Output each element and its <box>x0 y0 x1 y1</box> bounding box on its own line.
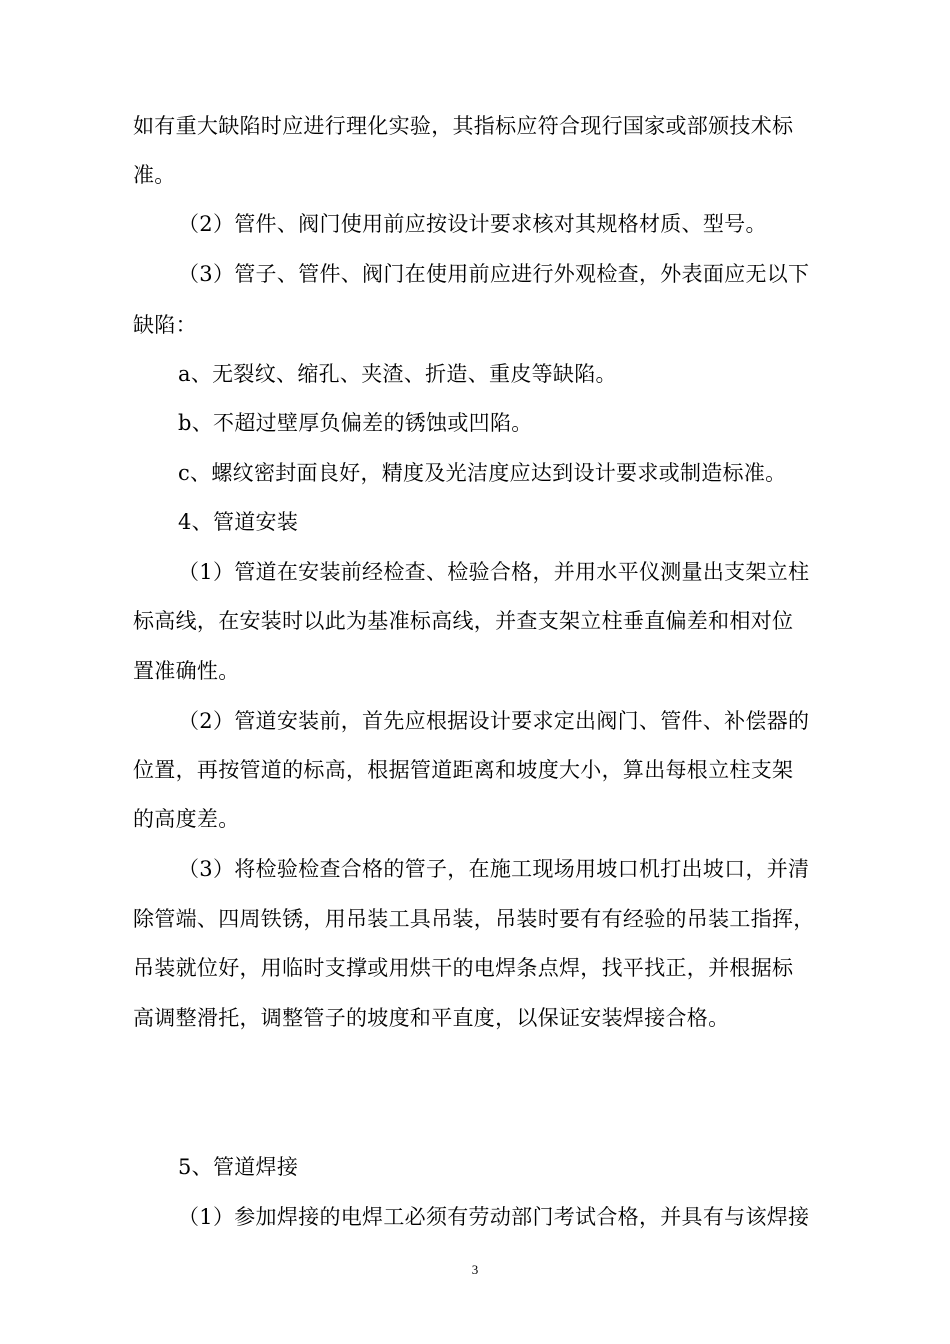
body-text-line: 置准确性。 <box>133 659 240 683</box>
list-item: c、螺纹密封面良好，精度及光洁度应达到设计要求或制造标准。 <box>178 461 787 485</box>
body-text-line: （1）参加焊接的电焊工必须有劳动部门考试合格，并具有与该焊接 <box>178 1205 810 1229</box>
list-item: a、无裂纹、缩孔、夹渣、折造、重皮等缺陷。 <box>178 362 617 386</box>
body-text-line: （2）管道安装前，首先应根据设计要求定出阀门、管件、补偿器的 <box>178 709 810 733</box>
body-text-line: 如有重大缺陷时应进行理化实验，其指标应符合现行国家或部颁技术标 <box>133 114 794 138</box>
body-text-line: （3）将检验检查合格的管子，在施工现场用坡口机打出坡口，并清 <box>178 857 810 881</box>
body-text-line: （3）管子、管件、阀门在使用前应进行外观检查，外表面应无以下 <box>178 262 810 286</box>
section-heading: 4、管道安装 <box>178 510 299 534</box>
page-number: 3 <box>471 1262 479 1277</box>
body-text-line: 准。 <box>133 163 176 187</box>
body-text-line: （1）管道在安装前经检查、检验合格，并用水平仪测量出支架立柱 <box>178 560 810 584</box>
body-text-line: 标高线，在安装时以此为基准标高线，并查支架立柱垂直偏差和相对位 <box>133 609 794 633</box>
body-text-line: （2）管件、阀门使用前应按设计要求核对其规格材质、型号。 <box>178 212 767 236</box>
list-item: b、不超过壁厚负偏差的锈蚀或凹陷。 <box>178 411 533 435</box>
body-text-line: 位置，再按管道的标高，根据管道距离和坡度大小，算出每根立柱支架 <box>133 758 794 782</box>
body-text-line: 除管端、四周铁锈，用吊装工具吊装，吊装时要有有经验的吊装工指挥， <box>133 907 815 931</box>
body-text-line: 缺陷： <box>133 313 197 337</box>
body-text-line: 高调整滑托，调整管子的坡度和平直度，以保证安装焊接合格。 <box>133 1006 730 1030</box>
body-text-line: 吊装就位好，用临时支撑或用烘干的电焊条点焊，找平找正，并根据标 <box>133 956 794 980</box>
section-heading: 5、管道焊接 <box>178 1155 299 1179</box>
body-text-line: 的高度差。 <box>133 807 240 831</box>
